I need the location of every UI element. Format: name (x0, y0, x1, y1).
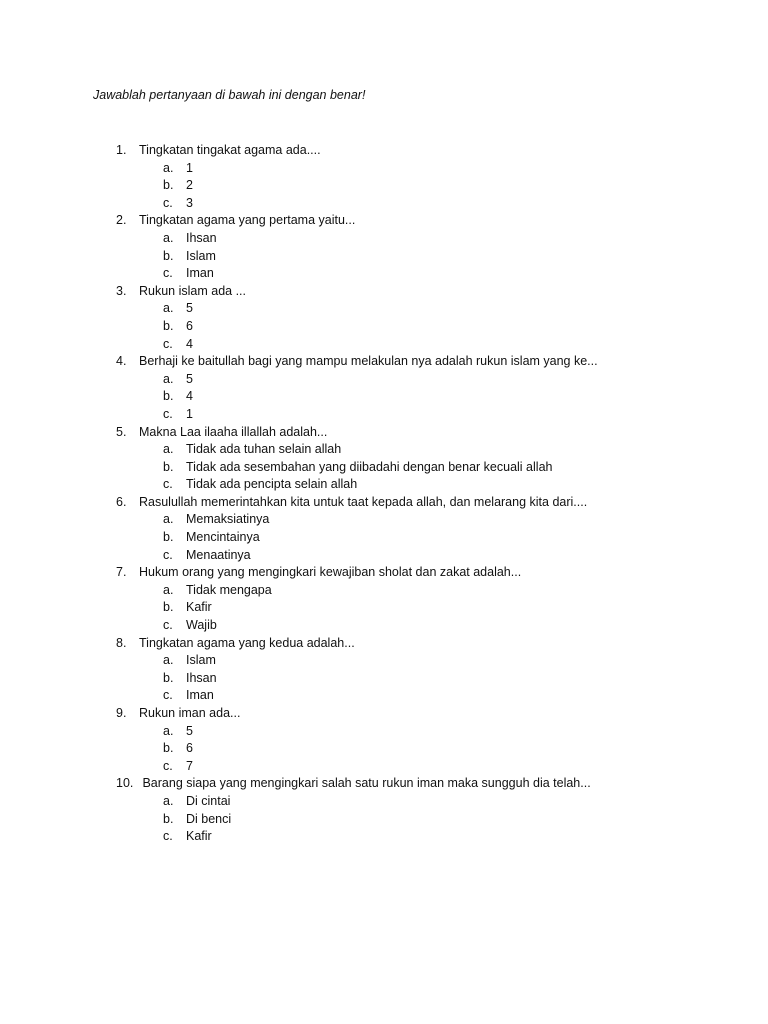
answer-option (0, 828, 768, 846)
question-text: Rasulullah memerintahkan kita untuk taat kepada allah, dan melarang kita dari.... (139, 494, 588, 509)
question-text: Tingkatan agama yang pertama yaitu... (139, 213, 356, 228)
question-item (0, 635, 768, 653)
option-text: Ihsan (186, 230, 217, 245)
question-text: Tingkatan tingakat agama ada.... (139, 143, 321, 157)
option-text: Kafir (186, 600, 212, 615)
question-text: Barang siapa yang mengingkari salah satu rukun iman maka sungguh dia telah... (139, 776, 591, 791)
option-text: Tidak ada pencipta selain allah (186, 477, 358, 492)
option-letter: a. (163, 723, 174, 738)
option-text: 6 (186, 741, 193, 756)
option-letter: c. (163, 406, 173, 421)
option-text: Tidak ada sesembahan yang diibadahi dengan benar kecuali allah (186, 459, 553, 474)
answer-option (0, 160, 768, 178)
option-letter: b. (163, 318, 174, 333)
option-text: 6 (186, 318, 193, 333)
answer-option (0, 476, 768, 494)
option-text: Iman (186, 266, 214, 281)
option-letter: c. (163, 618, 173, 633)
question-item (0, 283, 768, 301)
option-text: Wajib (186, 618, 217, 633)
answer-option (0, 758, 768, 776)
answer-option (0, 599, 768, 617)
answer-option (0, 652, 768, 670)
option-text: Islam (186, 248, 216, 263)
question-item (0, 353, 768, 371)
option-letter: b. (163, 600, 174, 615)
option-text: 1 (186, 160, 193, 175)
answer-option (0, 230, 768, 248)
question-text: Tingkatan agama yang kedua adalah... (139, 635, 355, 650)
answer-option (0, 459, 768, 477)
question-number: 4. (116, 354, 127, 369)
option-text: Tidak ada tuhan selain allah (186, 442, 342, 457)
answer-option (0, 723, 768, 741)
answer-option (0, 582, 768, 600)
question-text: Berhaji ke baitullah bagi yang mampu melakulan nya adalah rukun islam yang ke... (139, 354, 598, 369)
option-text: 4 (186, 389, 193, 404)
answer-option (0, 265, 768, 283)
answer-option (0, 336, 768, 354)
option-text: 5 (186, 301, 193, 316)
option-text: 3 (186, 195, 193, 210)
answer-option (0, 195, 768, 213)
answer-option (0, 687, 768, 705)
answer-option (0, 670, 768, 688)
question-item (0, 424, 768, 442)
question-number: 8. (116, 635, 127, 650)
answer-option (0, 248, 768, 266)
answer-option (0, 406, 768, 424)
option-letter: a. (163, 653, 174, 668)
option-text: Di cintai (186, 793, 231, 808)
option-text: Menaatinya (186, 547, 251, 562)
option-letter: b. (163, 530, 174, 545)
option-text: 7 (186, 758, 193, 773)
question-text: Rukun islam ada ... (139, 283, 246, 298)
option-letter: c. (163, 477, 173, 492)
option-letter: a. (163, 582, 174, 597)
answer-option (0, 441, 768, 459)
answer-option (0, 529, 768, 547)
option-letter: b. (163, 741, 174, 756)
option-letter: a. (163, 371, 174, 386)
question-text: Rukun iman ada... (139, 706, 241, 720)
question-text: Makna Laa ilaaha illallah adalah... (139, 424, 328, 439)
answer-option (0, 177, 768, 195)
option-letter: a. (163, 512, 174, 527)
question-item (0, 564, 768, 582)
option-text: 2 (186, 178, 193, 193)
option-letter: c. (163, 266, 173, 281)
answer-option (0, 511, 768, 529)
answer-option (0, 547, 768, 565)
question-item (0, 775, 768, 793)
option-text: Memaksiatinya (186, 512, 270, 527)
option-letter: b. (163, 811, 174, 826)
answer-option (0, 740, 768, 758)
question-number: 7. (116, 565, 127, 580)
question-item (0, 494, 768, 512)
answer-option (0, 793, 768, 811)
question-list (0, 142, 768, 846)
answer-option (0, 617, 768, 635)
question-item (0, 212, 768, 230)
option-letter: c. (163, 195, 173, 210)
option-text: Tidak mengapa (186, 582, 272, 597)
question-number: 9. (116, 706, 127, 720)
option-letter: c. (163, 547, 173, 562)
question-number: 6. (116, 494, 127, 509)
option-text: Di benci (186, 811, 232, 826)
option-letter: c. (163, 688, 173, 703)
answer-option (0, 811, 768, 829)
answer-option (0, 388, 768, 406)
option-letter: b. (163, 248, 174, 263)
option-letter: c. (163, 758, 173, 773)
answer-option (0, 318, 768, 336)
question-number: 5. (116, 424, 127, 439)
option-text: Islam (186, 653, 216, 668)
option-text: Mencintainya (186, 530, 260, 545)
question-number: 1. (116, 143, 127, 157)
answer-option (0, 300, 768, 318)
option-letter: c. (163, 829, 173, 844)
instruction-text: Jawablah pertanyaan di bawah ini dengan benar! (93, 88, 366, 102)
option-text: 1 (186, 406, 193, 421)
question-number: 3. (116, 283, 127, 298)
option-text: Kafir (186, 829, 212, 844)
option-letter: a. (163, 160, 174, 175)
option-letter: c. (163, 336, 173, 351)
option-text: 5 (186, 723, 193, 738)
answer-option (0, 371, 768, 389)
option-text: 4 (186, 336, 193, 351)
option-letter: b. (163, 670, 174, 685)
option-text: Ihsan (186, 670, 217, 685)
option-letter: b. (163, 178, 174, 193)
question-item (0, 142, 768, 160)
option-letter: a. (163, 442, 174, 457)
question-text: Hukum orang yang mengingkari kewajiban sholat dan zakat adalah... (139, 565, 522, 580)
question-item (0, 705, 768, 723)
option-letter: b. (163, 459, 174, 474)
option-letter: a. (163, 230, 174, 245)
option-letter: a. (163, 301, 174, 316)
option-letter: a. (163, 793, 174, 808)
question-number: 2. (116, 213, 127, 228)
option-text: 5 (186, 371, 193, 386)
option-letter: b. (163, 389, 174, 404)
option-text: Iman (186, 688, 214, 703)
question-number: 10. (116, 776, 134, 791)
